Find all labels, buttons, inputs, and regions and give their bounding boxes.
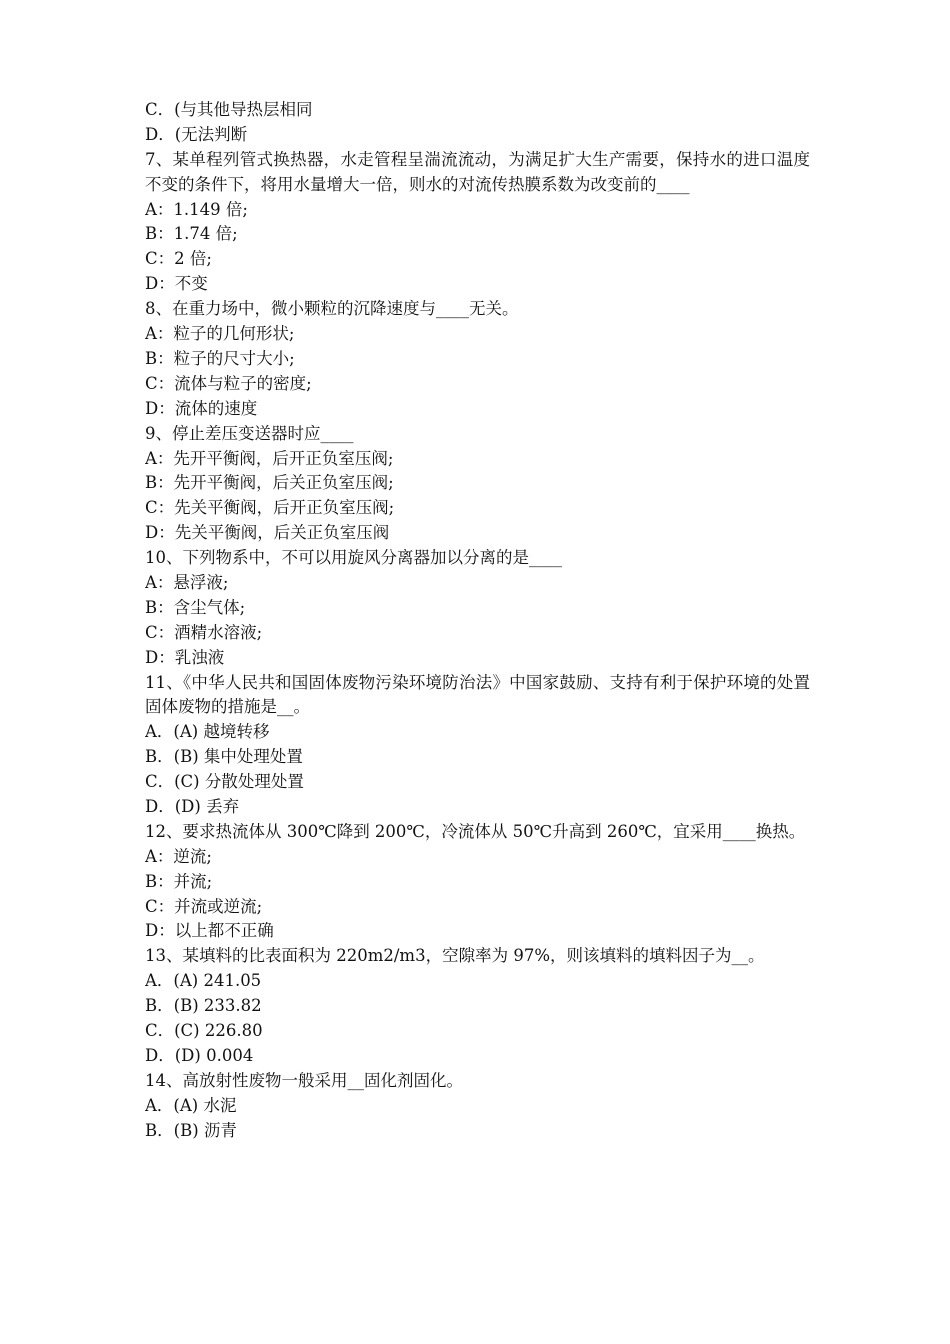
option-line: D．(D) 丢弃 xyxy=(145,797,240,816)
option-line: A：逆流; xyxy=(145,846,212,866)
option-line: B：1.74 倍; xyxy=(145,224,238,244)
option-line: A：粒子的几何形状; xyxy=(145,324,295,344)
option-line: D：不变 xyxy=(145,274,208,294)
option-line: B．(B) 233.82 xyxy=(145,996,262,1016)
option-line: C：流体与粒子的密度; xyxy=(145,373,312,393)
option-line: A．(A) 241.05 xyxy=(145,971,262,991)
option-line: D：先关平衡阀，后关正负室压阀 xyxy=(145,523,390,543)
option-line: C．(C) 分散处理处置 xyxy=(145,772,304,792)
option-line: D．(D) 0.004 xyxy=(145,1045,254,1065)
question-line: 7、某单程列管式换热器，水走管程呈湍流流动，为满足扩大生产需要，保持水的进口温度不变的条件下，将用水量增大一倍，则水的对流传热膜系数为改变前的____ xyxy=(145,149,810,194)
question-line: 14、高放射性废物一般采用__固化剂固化。 xyxy=(145,1070,463,1090)
option-line: C：并流或逆流; xyxy=(145,896,263,916)
option-line: D：流体的速度 xyxy=(145,398,258,418)
option-line: C：酒精水溶液; xyxy=(145,622,263,642)
option-line: C：先关平衡阀，后开正负室压阀; xyxy=(145,498,395,518)
option-line: D：乳浊液 xyxy=(145,647,225,667)
option-line: A：1.149 倍; xyxy=(145,199,248,219)
question-text-body xyxy=(145,98,810,1143)
option-line: C．(与其他导热层相同 xyxy=(145,100,313,119)
option-line: A．(A) 水泥 xyxy=(145,1095,237,1115)
option-line: B．(B) 集中处理处置 xyxy=(145,747,303,767)
option-line: D：以上都不正确 xyxy=(145,921,274,941)
option-line: A．(A) 越境转移 xyxy=(145,722,270,742)
option-line: B：并流; xyxy=(145,871,213,891)
option-line: A：先开平衡阀，后开正负室压阀; xyxy=(145,448,394,468)
question-line: 10、下列物系中，不可以用旋风分离器加以分离的是____ xyxy=(145,548,562,568)
option-line: B：粒子的尺寸大小; xyxy=(145,348,295,368)
option-line: C．(C) 226.80 xyxy=(145,1021,263,1041)
option-line: B：先开平衡阀，后关正负室压阀; xyxy=(145,473,394,493)
option-line: B．(B) 沥青 xyxy=(145,1120,237,1140)
question-line: 11、《中华人民共和国固体废物污染环境防治法》中国家鼓励、支持有利于保护环境的处置固体废物的措施是__。 xyxy=(145,672,810,717)
question-line: 12、要求热流体从 300℃降到 200℃，冷流体从 50℃升高到 260℃，宜采用____换热。 xyxy=(145,821,806,841)
question-line: 9、停止差压变送器时应____ xyxy=(145,423,354,443)
option-line: C：2 倍; xyxy=(145,249,212,269)
option-line: A：悬浮液; xyxy=(145,572,229,592)
question-line: 8、在重力场中，微小颗粒的沉降速度与____无关。 xyxy=(145,299,519,319)
option-line: D．(无法判断 xyxy=(145,124,248,144)
option-line: B：含尘气体; xyxy=(145,597,246,617)
question-line: 13、某填料的比表面积为 220m2/m3，空隙率为 97%，则该填料的填料因子为__。 xyxy=(145,946,765,966)
